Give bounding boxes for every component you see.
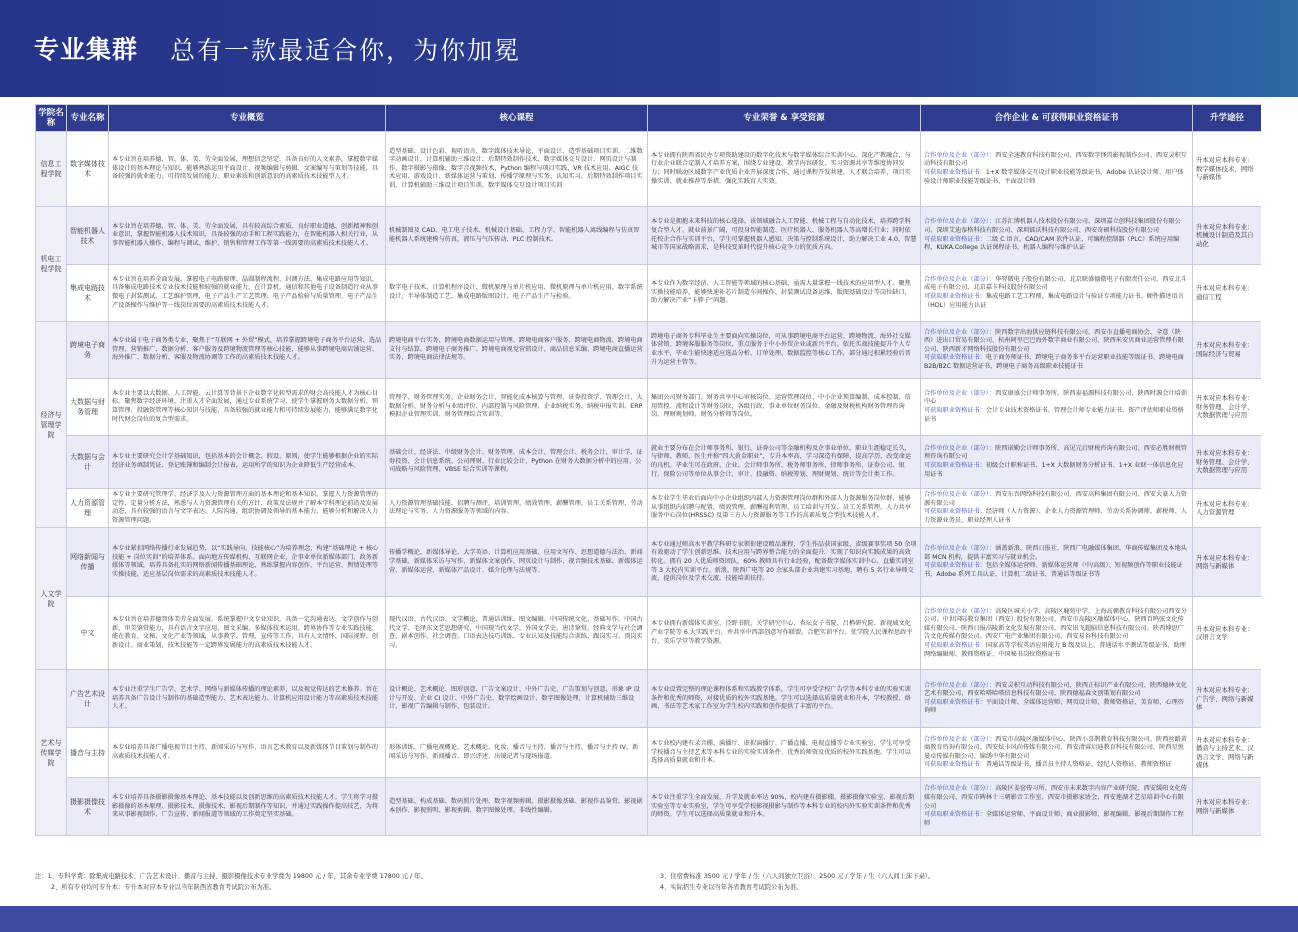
partner-text: 西安东吾网络科技有限公司、西安高科集团有限公司、西安大豪人力资源有限公司 [924, 491, 1187, 507]
cert-label: 可获取职业资格证书： [924, 235, 986, 243]
honors-cell: 本专业是拥抱未来科技的核心选择。该领域融合人工智能、机械工程与自动化技术，培养跨学科复合型人才。就业前景广阔，可投身智能制造、医疗机器人、服务机器人等高增长行业；同时依托校企合作与实训平台，学生可掌握机器人感知、决策与控制系统设计，助力解决工业 4.0、智慧城市等国家战略需求，是科技变革时代提升核心竞争力的优质方向。 [648, 207, 921, 265]
partner-text: 涵盖新浪、陕西日报社、陕西广电融媒体集团、华商传媒集团及本地头部 MCN 机构，提供丰富实习与就业机会。 [924, 545, 1187, 561]
table-row [36, 132, 1262, 207]
col-header: 专业荣誉 & 享受资源 [648, 105, 921, 132]
table-header-row [36, 105, 1262, 132]
upgrade-path-cell: 升本对应本科专业：机械设计制造及其自动化 [1193, 207, 1262, 265]
upgrade-path-cell: 升本对应本科专业：财务管理、会计学、大数据管理与应用 [1193, 436, 1262, 489]
partner-label: 合作单位及企业（部分）： [924, 681, 996, 689]
overview-cell: 本专业注重学生广告学、艺术学、网络与新媒体传播的理论素养，以及视觉传达的艺术修养。旨在培养具备广告设计与制作的基础造型能力、艺术表达能力、计算机应用设计能力等高素质技术技能人才。 [109, 670, 386, 728]
major-cell: 数字媒体技术 [67, 132, 109, 207]
upgrade-path-cell: 升本对应本科专业：数字媒体技术、网络与新媒体 [1193, 132, 1262, 207]
table-row [36, 379, 1262, 436]
courses-cell: 机械制图及 CAD、电工电子技术、机械设计基础、工程力学、智能机器人离线编程与仿真智能机器人系统建模与仿真、液压与气压传动、PLC 控制技术。 [386, 207, 648, 265]
partners-cell [921, 379, 1193, 436]
courses-cell: 现代汉语、古代汉语、文学概论、普通话训练、图文编辑。中国传统文化、基础写作、中国古代文学、毛泽东文艺思想研究、中国现当代文学、外国文学史、唐诗鉴赏、经典文学与社会调查、剧本创作、社会调查、口语表达技巧训练、专业认知及技能综合训练、跟岗实习、顶岗实习。 [386, 597, 648, 670]
honors-cell: 就业主要分布在会计师事务所、银行、证券公司等金融机构及企事业单位，职业生涯稳定长久，与律师、教师、医生并称“四大黄金职业”，专升本率高，学习深造有保障，提高学历、改变命运的良机。毕业生可在政府、企业、会计师事务所、税务师事务所、律师事务所、证券公司、银行、保险公司等单位从事会计、审计、投融资、纳税筹划、理财规划、统计等会计类工作。 [648, 436, 921, 489]
cert-label: 可获取职业资格证书： [924, 508, 986, 516]
partner-text: 华羿微电子股份有限公司、北京联盛德微电子有限责任公司、西安北斗成电子有限公司、北京嘉卡科技股份有限公司 [924, 275, 1187, 292]
partners-cell [921, 265, 1193, 322]
major-cell: 智能机器人技术 [67, 207, 109, 265]
notes-right [660, 871, 1260, 893]
honors-cell: 本专业设置完整的理论课程体系和实践教学体系，学生可享受学校广告学等本科专业的实验实训条件和优秀的师资，对接优质的校外实践基地。学生可以选择高质量就业和升本，学校教授、烙画、书法等艺术家工作室为学生校内实践和创作提供了丰富的平台。 [648, 670, 921, 728]
honors-cell: 本专业注重学生全面发展，升学及就业率达 90%，校内建有摄影棚、摄影摄像实验室、影视后期实验室等专业实验室，学生可享受学校影视摄影与制作等本科专业的校内外实验实训条件和优秀的师资。学生可以选择高质量就业和升本。 [648, 778, 921, 836]
major-cell: 跨境电子商务 [67, 322, 109, 379]
table-row [36, 670, 1262, 728]
col-header: 合作企业 & 可获得职业资格证书 [921, 105, 1193, 132]
table-row [36, 436, 1262, 489]
cert-text: 普通话等级证书、播音员主持人资格证、经纪人资格证、教师资格证 [985, 761, 1172, 769]
honors-cell: 本专业通过师高水平教学科研专家领衔建设精品课程，学生作品获国家级、省级赛事奖项 50 余项有效驱动了学生创新思维、技术应用与跨界整合能力的全面提升。实现了知识向实践成果的高效转化。拥有 20 人优质师资团队，60% 教师具有行业经验，配备数字媒体实训中心、直播实训室等 3 大校内实训平台。新浪、陕西广电等 20 余家头部企业共建实习基地，聘有 5 名行业导师交流，提供岗位及学术交流、技能培训扶持。 [648, 528, 921, 597]
overview-cell: 本专业旨在培养德智体美劳全面发展，系统掌握中文专业知识，具备一定沟通表达、文学创作与创新、审美鉴赏能力，具有语言文字应用、图文采编、多媒体技术运用、跨界协作等专业实践技能，能在教育、文秘、文化产业等领域，从事教学、管理、宣传等工作，具有人文情怀、国际视野、创新设计、商业策划、技术技能等一定跨界发展能力的高素质技术技能人才。 [109, 597, 386, 670]
footer-bar [0, 906, 1298, 932]
cert-label: 可获取职业资格证书： [924, 761, 986, 769]
partners-cell [921, 436, 1193, 489]
cert-text: 国家高等学校英语应用能力 B 级及以上、普通话水平测试等级证书、助理网络编辑师、教师资格证、中国秘书岗位资格证书 [924, 641, 1186, 658]
page-title: 专业集群 [34, 35, 139, 64]
cert-label: 可获取职业资格证书： [924, 811, 986, 819]
honors-cell: 本专业拥有陕西省民办专项资助建设的数字化技术与数字媒体综合实训中心。深化产教融合，与行业企业联合定制人才培养方案，围绕专业建设、教学内容研发、实习资源共享等维度协同发力；同时联动区域数字产业优质企业开展深度合作，通过课程开发共建、人才联合培养、项目实操实训、就业推荐等举措，强化实践育人实效。 [648, 132, 921, 207]
honors-cell: 集团公司财务部门、财务共享中心审核岗位、运营管理岗位、中小企业预算编制、成本控制、信用管控、流程设计等财务岗位、各级行政、事业单位财务岗位、金融及财税机构财务管理咨询岗、理财规划师、财务分析师等岗位。 [648, 379, 921, 436]
courses-cell: 管理学、财务管理实务、企业财务会计、智能化成本核算与管理、证券投资学、管理会计、大数据分析、财务分析与业绩评价、内部控制与风险管理、企业纳税实务、纳税申报实训、ERP 模拟企业管理实训、财务管理综合实训等。 [386, 379, 648, 436]
notes-left [35, 871, 635, 893]
courses-cell: 造型基础、构成基础、数码照片处理、数字视频剪辑、摄影摄像基础、影视作品鉴赏、影视剧本创作、影视照明、影视剪辑、数字图像处理、非线性编辑。 [386, 778, 648, 836]
overview-cell: 本专业主要研究管理学、经济学及人力资源管理方面的基本理论和基本知识，掌握人力资源管理的定性、定量分析方法，熟悉与人力资源管理有关的方针、政策及法规并了解本学科理论前沿及发展动态，具有较强的语言与文字表达、人际沟通、组织协调及领导的基本能力，能够分析和解决人力资源管理问题。 [109, 489, 386, 528]
table-row [36, 489, 1262, 528]
cert-text: 平面设计师、全媒体运营师、网页设计师、教师资格证、美育师、心理咨询师 [924, 698, 1184, 715]
note-line: 注：1、专科学费：除集成电路技术、广告艺术设计、播音与主持、摄影摄像技术专业学费为 19800 元 / 年，其余专业学费 17800 元 / 年。 [35, 873, 427, 880]
upgrade-path-cell: 升本对应本科专业：广告学、网络与新媒体 [1193, 670, 1262, 728]
cert-label: 可获取职业资格证书： [924, 293, 986, 300]
college-cell: 艺术与传媒学院 [36, 670, 67, 836]
table-row [36, 207, 1262, 265]
honors-cell: 本专业拥有新媒体实训室、泾野书院、关学研究中心、杏坛女子书院、吕柟研究院、新视域文化产业学院等 6 大实践平台，并共享中西部创意写作联盟、合肥实训平台、优学院人民课程思政平台、美乐学堂等教学资源。 [648, 597, 921, 670]
major-cell: 大数据与财务管理 [67, 379, 109, 436]
major-cell: 网络新闻与传播 [67, 528, 109, 597]
overview-cell: 本专业主要以大数据、人工智能、云计算等背景下企业数字化转型需求的财会高技能人才为核心目标。聚焦数字经济环境，注重人才全面发展，通过专业系统学习，使学生掌握财务大数据分析、预算管理、投融资管理等核心知识与技能，具备较强的就业能力和可持续发展能力，能够满足数字化时代财会岗位的复合型需求。 [109, 379, 386, 436]
partner-label: 合作单位及企业（部分）： [924, 491, 996, 498]
cert-text: 二级 C 语言、CAD/CAM 软件认证、可编程控制器（PLC）系统应用编程、KUKA.College 认证课程证书、机器人编程与维护认证 [924, 235, 1180, 252]
honors-cell: 本专业校内建有录音棚、演播厅、虚拟演播厅、广播直播、电视直播等专业实验室，学生可享受学校播音与主持艺术等本科专业的实验实训条件、优秀的师资及优质的校外实践基地。学生可以选择高质量就业和升本。 [648, 728, 921, 778]
table-row [36, 265, 1262, 322]
major-table-wrapper [35, 104, 1261, 856]
major-cell: 中文 [67, 597, 109, 670]
table-body [36, 132, 1262, 836]
col-header: 专业概览 [109, 105, 386, 132]
major-cell: 大数据与会计 [67, 436, 109, 489]
partner-label: 合作单位及企业（部分）： [924, 328, 996, 336]
cert-text: 全媒体运营师、平面设计师、商业摄影师、影视编辑、影视后期制作工程师 [924, 811, 1184, 827]
cert-text: 经济师（人力资源）、企业人力资源管理师、劳动关系协调师、薪税师、人力资源业务员、职业经理人证书 [924, 508, 1187, 524]
col-header: 学院名称 [36, 105, 67, 132]
partner-label: 合作单位及企业（部分）： [924, 607, 996, 615]
partner-text: 江苏汇博机器人技术股份有限公司、深圳嘉立创科技集团股份有限公司、深圳艾迪泰格科技有限公司、深圳镭沃科技有限公司、西安奇硕科技股份有限公司 [924, 218, 1181, 234]
partner-text: 西安全速教育科技有限公司、西安数字怪兽影视制作公司、西安灵积互动科技有限公司 [924, 151, 1187, 168]
upgrade-path-cell: 升本对应本科专业：播音与主持艺术、汉语言文学、网络与新媒体 [1193, 728, 1262, 778]
courses-cell: 基础会计、经济法、中级财务会计、财务管理、成本会计、管理会计、税务会计、审计学、证券投资、会计信息系统、公司理财、行业比较会计、Python 在财务大数据分析中的应用、公司战略与风险管理、VBSE 综合实训等课程。 [386, 436, 648, 489]
cert-text: 1+X 数字媒体交互设计职业技能等级证书、Adobe 认证设计师、用户体验设计师职业技能等级证书、平面设计师 [924, 169, 1184, 185]
partner-text: 高陵区城关小学、高陵区鹿苑中学、上海高顿教育科技有限公司西安分公司、中世国际教育集团（西安）股份有限公司、西安市高陵区融媒体中心、陕西百鸣弦文化传媒有限公司、陕西日报高陵新文化发展有限公司、西安讯飞超脑信息科技有限公司、陕西博思广告文化传媒有限公司、西安广电产业集团有限公司、西安易谷科技有限公司 [924, 607, 1187, 641]
table-row [36, 728, 1262, 778]
note-line: 4、实际招生专业以当年各省教育考试院公布为准。 [660, 884, 803, 891]
partner-label: 合作单位及企业（部分）： [924, 735, 996, 743]
partner-text: 高陵区姜窑传习所、西安市未来数字内容产业研究院、西安缓阳文化传媒有限公司、西安市碑林十三朝影音工作室、西安市摄影家协会、西安莲湖才艺星培训中心有限公司 [924, 785, 1187, 810]
upgrade-path-cell: 升本对应本科专业：网络与新媒体 [1193, 528, 1262, 597]
overview-cell: 本专业培养具备摄影摄像基本理论、基本技能以及创新思维的高素质技术技能人才。学生将学习摄影摄像的基本原理、摄影技术、摄像技术、影视后期制作等知识，并通过实践操作提高技艺，为将来从事影视制作、广告宣传、新闻报道等领域的工作奠定坚实基础。 [109, 778, 386, 836]
upgrade-path-cell: 升本对应本科专业：国际经济与贸易 [1193, 322, 1262, 379]
partner-text: 西安康盛会计师事务所、陕西泰福源科技有限公司、陕西时源会计培训中心 [924, 389, 1187, 406]
cert-text: 电子商务师证书、跨境电子商务多平台运营职业技能等级证书、跨境电商 B2B/B2C 数据运营证书、跨境电子商务高级职业技能证书 [924, 354, 1184, 370]
courses-cell: 造型基础、设计色彩、视听语言、数字媒体技术导论、平面设计、造型基础项目实训、二维数字动画设计、计算机辅助三维设计、后期特效制作技术、数字媒体交互设计、网页设计与制作、数字摄影与摄像、数字音视频技术、Python 编程与项目实践、VR 技术应用、AIGC 技术应用、游戏设计、新媒体运营与策划、传播学原理与实务、认知实习、后期特效制作项目实训、计算机辅助三维设计项目实训、数字媒体交互设计项目实训 [386, 132, 648, 207]
upgrade-path-cell: 升本对应本科专业：通信工程 [1193, 265, 1262, 322]
major-cell: 集成电路技术 [67, 265, 109, 322]
partner-text: 陕西数字出海供应链科技有限公司、西安市直播电商协会、全意（陕西）进出口贸易有限公司、杭州阿里巴巴海外数字商业有限公司、陕西米安贝商业运营管理有限公司、陕西新才网络科技股份有限公司 [924, 328, 1184, 353]
col-header: 专业名称 [67, 105, 109, 132]
partner-label: 合作单位及企业（部分）： [924, 545, 996, 553]
partners-cell [921, 132, 1193, 207]
cert-label: 可获取职业资格证书： [924, 698, 986, 706]
page-header [0, 0, 1298, 97]
honors-cell: 本专业学生毕业后面向中小企业组织内部人力资源管理岗位群和外部人力资源服务岗位群，能够从事组织内招聘与配置、绩效管理、薪酬福利管理、员工培训与开发、员工关系管理、人力共享服务中心岗位(HRSSC) 及第三方人力资源服务等工作的高素质复合型技术技能人才。 [648, 489, 921, 528]
college-cell: 人文学院 [36, 528, 67, 670]
partners-cell [921, 728, 1193, 778]
cert-label: 可获取职业资格证书： [924, 641, 986, 649]
partners-cell [921, 597, 1193, 670]
partners-cell [921, 489, 1193, 528]
cert-label: 可获取职业资格证书： [924, 407, 986, 414]
upgrade-path-cell: 升本对应本科专业：人力资源管理 [1193, 489, 1262, 528]
table-row [36, 778, 1262, 836]
cert-text: 集成电路工艺工程师、集成电路设计与验证专项能力证书、硬件描述语言（HDL）应用能力认证 [924, 293, 1184, 309]
cert-label: 可获取职业资格证书： [924, 169, 986, 176]
partner-label: 合作单位及企业（部分）： [924, 151, 996, 159]
major-cell: 人力资源管理 [67, 489, 109, 528]
courses-cell: 跨境电商平台实务、跨境电商数据运用与管理、跨境电商客户服务、跨境电商物流、跨境电商支付与结算、跨境电子商务推广、跨境电商视觉营销设计、商品信息采编、跨境电商直播运营实务、跨境电商法律法规等。 [386, 322, 648, 379]
cert-text: 会计专业技术资格证书、管理会计师专业能力证书、资产评估师职业资格证书 [924, 407, 1184, 423]
major-cell: 摄影摄像技术 [67, 778, 109, 836]
honors-cell: 跨境电子商务专科毕业生主要面向实操岗位，可从事跨境电商平台运营、跨境物流、海外社交媒体营销、跨境客服服务等岗位，重点服务于中小外贸企业或新兴平台。依托实战技能提升个人专业水平，毕业生能快速适应选品分析、订单处理、数据监控等核心工作，部分通过积累经验后晋升为运营主管等。 [648, 322, 921, 379]
table-row [36, 597, 1262, 670]
table-row [36, 528, 1262, 597]
col-header: 核心课程 [386, 105, 648, 132]
col-header: 升学途径 [1193, 105, 1262, 132]
note-line: 3、住宿费标准 3500 元 / 学年 / 生（六人间独立卫浴）、2500 元 / 学年 / 生（六人间上床下桌）。 [660, 873, 935, 880]
courses-cell: 传播学概论、新媒体导论、大学英语、计算机应用基础、应用文写作、思想道德与法治、新闻学基础、新媒体采访与写作、新媒体文案创作、网页设计与制作、视音频技术基础、新媒体运营、新媒体运营、新媒体产品设计、媒介伦理与法规等。 [386, 528, 648, 597]
major-table [35, 104, 1261, 836]
partner-text: 西安市高陵区融媒体中心、陕西小喜鹊教育科技有限公司、陕西丝路黄商教育咨询有限公司、西安炫卡风尚传媒有限公司、西安清睿启迪教育科技有限公司、陕西星悦曼卓传媒有限公司、锦绣中华有限公司 [924, 735, 1187, 760]
overview-cell: 本专业主要研究会计学基础知识，包括基本的会计概念、假设、原则，使学生能够根据企业的实际经济业务填制凭证、登记账簿和编制会计报表，运用所学的知识为企业降低生产经营成本。 [109, 436, 386, 489]
courses-cell: 形体训练、广播电视概论、艺术概论、化妆、播音与主持、播音与主持、播音与主持 IV、新闻采访与写作、新闻播音、即兴评述、出镜记者与现场报道。 [386, 728, 648, 778]
cert-label: 可获取职业资格证书： [924, 354, 986, 362]
table-row [36, 322, 1262, 379]
partner-label: 合作单位及企业（部分）： [924, 275, 996, 283]
upgrade-path-cell: 升本对应本科专业：汉语言文学 [1193, 597, 1262, 670]
cert-label: 可获取职业资格证书： [924, 562, 986, 570]
overview-cell: 本专业属于电子商务类专业，聚焦于“互联网 + 外贸”模式，培养掌握跨境电子商务平台运营、选品管理、营销推广、数据分析、客户服务及跨境物流管理等核心技能，能够从事跨境电商店铺运营、海外推广、数据分析、客服及物流协调等工作的高素质技术技能人才。 [109, 322, 386, 379]
page-subtitle: 总有一款最适合你，为你加冕 [170, 36, 522, 65]
cert-text: 初级会计职称证书、1+X 大数据财务分析证书、1+X 业财一体信息化应用证书 [924, 462, 1184, 478]
partners-cell [921, 207, 1193, 265]
partner-label: 合作单位及企业（部分）： [924, 785, 996, 793]
partner-text: 陕西诺勤会计师事务所、高见元启财税咨询有限公司、西安必胜财税管理咨询有限公司 [924, 444, 1187, 461]
overview-cell: 本专业培养具备广播电视节目主持、新闻采访与写作、语言艺术教育以及新媒体节目策划与制作的高素质技术技能人才。 [109, 728, 386, 778]
upgrade-path-cell: 升本对应本科专业：财务管理、会计学、大数据管理与应用 [1193, 379, 1262, 436]
major-cell: 播音与主持 [67, 728, 109, 778]
partners-cell [921, 670, 1193, 728]
partner-label: 合作单位及企业（部分）： [924, 444, 996, 452]
overview-cell: 本专业旨在培养德、智、体、美、劳全面发展，具有较高综合素质、良好职业道德、创新精神和创业意识，掌握智能机器人技术知识，具备较强的动手和工程实践能力，在智能机器人相关行业，从事智能机器人操作、编程与调试、维护、销售和管理工作等第一线需要的高素质技术技能人才。 [109, 207, 386, 265]
note-line: 2、所有专业均可专升本：专升本对应本专业以当年陕西省教育考试院公布为准。 [51, 884, 276, 891]
major-cell: 广告艺术设计 [67, 670, 109, 728]
upgrade-path-cell: 升本对应本科专业：网络与新媒体 [1193, 778, 1262, 836]
overview-cell: 本专业旨在培养德、智、体、美、劳全面发展，理想信念坚定，具备良好的人文素养，掌握数字媒体设计的基本理论与知识，能够熟练运用平面设计、视频编辑与剪辑、文案编写与策划等技能，具备较强的就业能力、可持续发展的能力、职业素质和创新意识的高素质技术技能型人才。 [109, 132, 386, 207]
overview-cell: 本专业紧扣网络传播行业发展趋势，以“实践导向、技能核心”为培养理念，构建“基础理论 + 核心技能 + 岗位实训”的培养体系。面向地方传媒机构、互联网企业、企事业单位新媒体部门、政务新媒体等领域，培养具备扎实的网络新闻传播基础理论，熟练掌握内容创作、平台运营、舆情处理等实操技能，适应基层岗位需求的高素质技术技能人才。 [109, 528, 386, 597]
partner-label: 合作单位及企业（部分）： [924, 389, 996, 397]
college-cell: 机电工程学院 [36, 207, 67, 322]
partners-cell [921, 528, 1193, 597]
honors-cell: 本专业作为数字经济、人工智能等领域的核心基础，亟需大量掌握一线技术的应用型人才。聚焦实操技能培养，能够快速补芯片制造车间操作、封装测试设备运维、版图基础设计等岗位缺口，助力解决产业“卡脖子”问题。 [648, 265, 921, 322]
cert-label: 可获取职业资格证书： [924, 462, 986, 469]
partner-label: 合作单位及企业（部分）： [924, 218, 996, 226]
partner-text: 西安灵积互动科技有限公司、陕西正标识产业有限公司、陕西德林文化艺术有限公司、西安哈嗒哈嗒信息科技有限公司、陕西德福森文创策划有限公司 [924, 681, 1187, 698]
courses-cell: 数字电子技术、计算机程序设计、微机原理与单片机应用、微机原理与单片机应用、数字系统设计、半导体制造工艺、集成电路版图设计、电子产品生产与检验。 [386, 265, 648, 322]
college-cell: 信息工程学院 [36, 132, 67, 207]
courses-cell: 人力资源管理基础技能、招聘与测评、培训管理、绩效管理、薪酬管理、员工关系管理、劳动法理论与实务、人力资源服务等领域的内容。 [386, 489, 648, 528]
courses-cell: 设计概论、艺术概论、图形创意、广告文案设计、中外广告史、广告策划与创意、形象 IP 设计与开发、企业 CI 设计、中外广告史、数字绘画设计、数字图像处理、计算机辅助三维设计、影视广告编辑与制作、包装设计。 [386, 670, 648, 728]
partners-cell [921, 322, 1193, 379]
college-cell: 经济与管理学院 [36, 322, 67, 528]
partners-cell [921, 778, 1193, 836]
cert-text: 包括全媒体运营师、新媒体运营师（中/高级）、短视频创作等职业技能证书，Adobe 系列工具认证、计算机二级证书、普通话等级证书等 [924, 562, 1183, 578]
overview-cell: 本专业旨在培养全面发展，掌握电子电路原理、晶圆制程流程、封测方法、集成电路应用等知识，具备集成电路技术专业技术技能和较强的就业能力，在计算机、通信和其他电子设备制造行业从事微电子封装测试、工艺维护管理，电子产品生产工艺管理、电子产品检验与质量管理、电子产品生产设备操作与维护等一线岗位需要的高素质技术技能人才。 [109, 265, 386, 322]
